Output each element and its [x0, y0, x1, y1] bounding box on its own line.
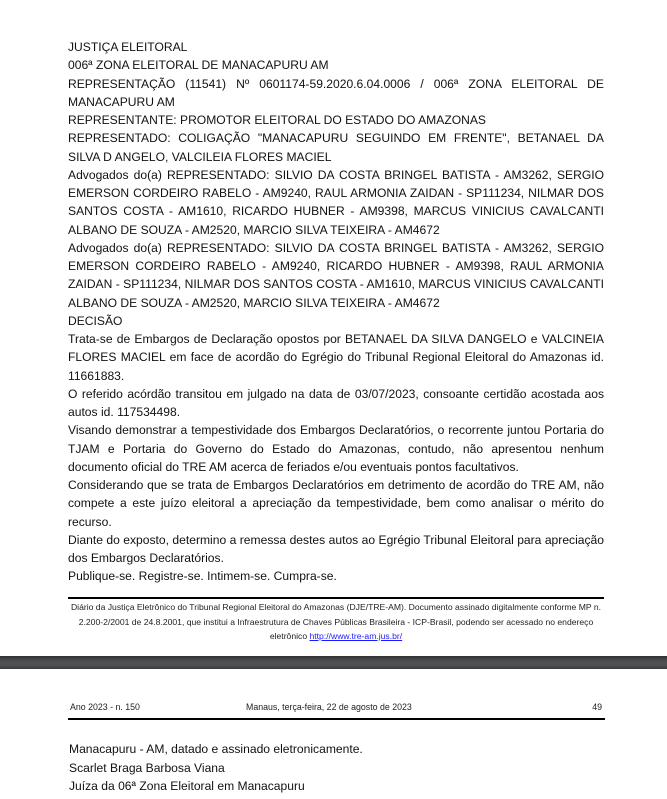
- decision-paragraph: Diante do exposto, determino a remessa destes autos ao Egrégio Tribunal Eleitoral para apreciação dos Embargos Declaratórios.: [68, 532, 604, 565]
- signer-title: Juíza da 06ª Zona Eleitoral em Manacapuru: [69, 779, 305, 793]
- decision-paragraph: Visando demonstrar a tempestividade dos Embargos Declaratórios, o recorrente juntou Portaria do TJAM e Portaria do Governo do Estado do Amazonas, contudo, não apresentou nenhum documento oficial do TRE AM acerca de feriados e/ou eventuais pontos facultativos.: [68, 423, 604, 474]
- decision-body: [68, 38, 604, 586]
- closing-orders: Publique-se. Registre-se. Intimem-se. Cumpra-se.: [68, 569, 337, 584]
- decision-paragraph: Trata-se de Embargos de Declaração opostos por BETANAEL DA SILVA DANGELO e VALCINEIA FLORES MACIEL em face de acordão do Egrégio do Tribunal Regional Eleitoral do Amazonas id. 11661883.: [68, 332, 604, 383]
- decision-paragraph: O referido acórdão transitou em julgado na data de 03/07/2023, consoante certidão acostada aos autos id. 117534498.: [68, 386, 604, 419]
- decision-heading: DECISÃO: [68, 313, 123, 328]
- representado: REPRESENTADO: COLIGAÇÃO "MANACAPURU SEGUINDO EM FRENTE", BETANAEL DA SILVA D ANGELO, VALCILEIA FLORES MACIEL: [68, 131, 604, 164]
- representante: REPRESENTANTE: PROMOTOR ELEITORAL DO ESTADO DO AMAZONAS: [68, 113, 486, 127]
- publication-date: Manaus, terça-feira, 22 de agosto de 2023: [246, 702, 412, 712]
- header-divider: [68, 718, 605, 720]
- edition-number: Ano 2023 - n. 150: [70, 702, 140, 712]
- electoral-zone: 006ª ZONA ELEITORAL DE MANACAPURU AM: [68, 58, 329, 73]
- court-name: JUSTIÇA ELEITORAL: [68, 40, 188, 54]
- signature-block: [69, 740, 363, 796]
- footnote-divider: [68, 597, 604, 599]
- tre-am-link[interactable]: http://www.tre-am.jus.br/: [309, 631, 403, 641]
- page-footnote: [60, 600, 612, 644]
- lawyers-list-2: Advogados do(a) REPRESENTADO: SILVIO DA COSTA BRINGEL BATISTA - AM3262, SERGIO EMERSON CORDEIRO RABELO - AM9240, RICARDO HUBNER - AM9398, RAUL ARMONIA ZAIDAN - SP111234, NILMAR DOS SANTOS COSTA - AM1610, MARCUS VINICIUS CAVALCANTI ALBANO DE SOUZA - AM2520, MARCIO SILVA TEIXEIRA - AM4672: [68, 240, 604, 310]
- signer-name: Scarlet Braga Barbosa Viana: [69, 760, 225, 775]
- decision-paragraph: Considerando que se trata de Embargos Declaratórios em detrimento de acordão do TRE AM, não compete a este juízo eleitoral a apreciação da tempestividade, bem como analisar o mérito do recurso.: [68, 478, 604, 529]
- footnote-text: Diário da Justiça Eletrônico do Tribunal Regional Eleitoral do Amazonas (DJE/TRE-AM). Documento assinado digitalmente conforme MP n. 2.200-2/2001 de 24.8.2001, que institui a Infraestrutura de Chaves Públicas Brasileira - ICP-Brasil, podendo ser acessado no endereço eletrônico: [70, 602, 602, 641]
- page-number: 49: [592, 702, 602, 712]
- case-number: REPRESENTAÇÃO (11541) Nº 0601174-59.2020.6.04.0006 / 006ª ZONA ELEITORAL DE MANACAPURU AM: [68, 76, 604, 109]
- page-separator: [0, 656, 667, 669]
- signature-place: Manacapuru - AM, datado e assinado eletronicamente.: [69, 742, 363, 756]
- lawyers-list-1: Advogados do(a) REPRESENTADO: SILVIO DA COSTA BRINGEL BATISTA - AM3262, SERGIO EMERSON CORDEIRO RABELO - AM9240, RAUL ARMONIA ZAIDAN - SP111234, NILMAR DOS SANTOS COSTA - AM1610, RICARDO HUBNER - AM9398, MARCUS VINICIUS CAVALCANTI ALBANO DE SOUZA - AM2520, MARCIO SILVA TEIXEIRA - AM4672: [68, 167, 604, 237]
- running-header: [70, 702, 604, 716]
